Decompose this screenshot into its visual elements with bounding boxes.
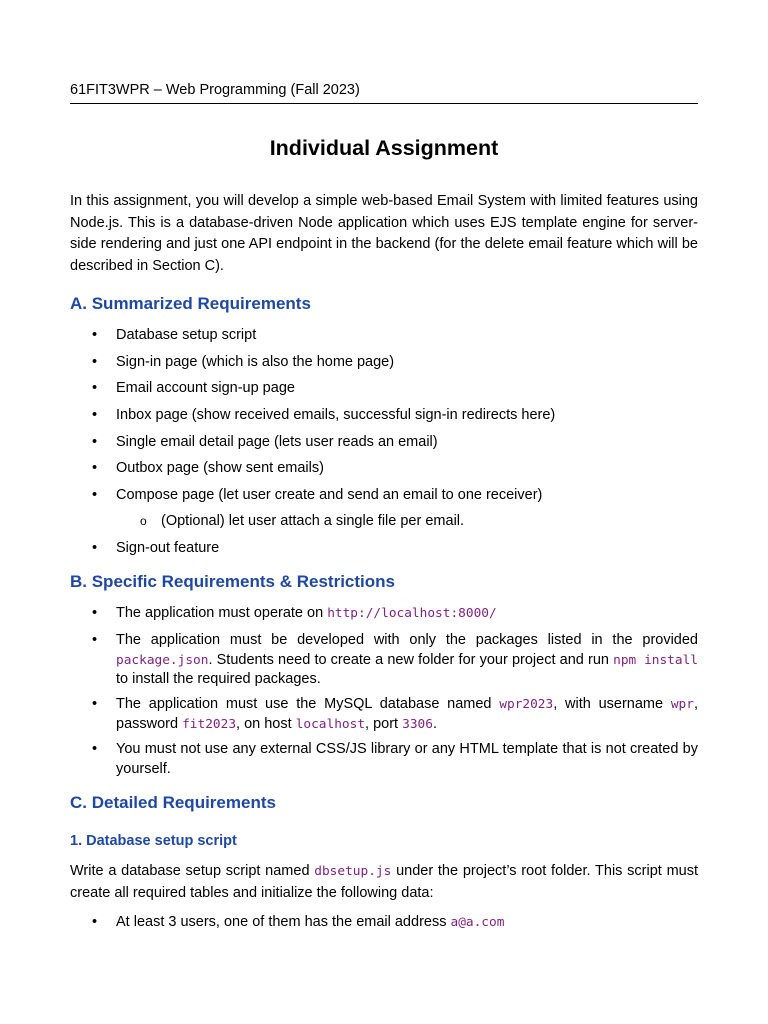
list-item-text: The application must use the MySQL database named wpr2023, with username wpr, password fit2023, on host localhost, port 3306.: [116, 696, 698, 732]
inline-code: wpr2023: [499, 697, 554, 712]
section-a-heading: A. Summarized Requirements: [70, 294, 311, 313]
subsection-heading: 1. Database setup script: [70, 833, 237, 849]
list-item-text: Email account sign-up page: [116, 380, 295, 396]
list-item-text: You must not use any external CSS/JS library or any HTML template that is not created by yourself.: [116, 741, 698, 777]
bullet-icon: •: [92, 460, 98, 476]
section-b-heading: B. Specific Requirements & Restrictions: [70, 572, 395, 591]
sub-list-item-text: (Optional) let user attach a single file per email.: [161, 513, 465, 529]
bullet-icon: •: [92, 741, 98, 757]
inline-code: npm install: [613, 652, 698, 668]
page-title: Individual Assignment: [269, 136, 499, 160]
bullet-icon: •: [92, 486, 98, 503]
inline-code: fit2023: [182, 716, 237, 732]
list-item-text: At least 3 users, one of them has the email address a@a.com: [116, 914, 505, 930]
inline-code: package.json: [116, 652, 209, 668]
section-c-paragraph: Write a database setup script named dbsetup.js under the project’s root folder. This script must create all required tables and initialize the following data:: [70, 863, 698, 901]
list-item-text: Single email detail page (lets user reads an email): [116, 433, 438, 450]
bullet-icon: •: [92, 433, 98, 450]
list-item-text: Sign-in page (which is also the home page): [116, 353, 395, 370]
inline-code: http://localhost:8000/: [327, 606, 497, 621]
section-c-heading: C. Detailed Requirements: [70, 793, 276, 812]
inline-code: 3306: [402, 716, 433, 732]
bullet-icon: •: [92, 327, 98, 343]
bullet-icon: •: [92, 380, 98, 396]
list-item-text: Outbox page (show sent emails): [116, 460, 324, 476]
bullet-icon: •: [92, 407, 98, 423]
circle-bullet-icon: o: [140, 514, 147, 528]
page-header: 61FIT3WPR – Web Programming (Fall 2023): [70, 80, 698, 104]
bullet-icon: •: [92, 632, 98, 648]
list-item-text: Compose page (let user create and send an email to one receiver): [116, 486, 543, 503]
bullet-icon: •: [92, 696, 98, 712]
inline-code: localhost: [295, 716, 366, 732]
list-item-text: The application must operate on http://localhost:8000/: [116, 605, 497, 621]
list-item-text: Database setup script: [116, 327, 257, 343]
bullet-icon: •: [92, 539, 98, 556]
bullet-icon: •: [92, 914, 98, 930]
inline-code: wpr: [670, 697, 694, 712]
bullet-icon: •: [92, 353, 98, 370]
list-item-text: The application must be developed with only the packages listed in the provided package.json. Students need to create a new folder for your project and run npm install to install the required packages.: [116, 632, 698, 687]
list-item-text: Sign-out feature: [116, 539, 220, 556]
intro-paragraph: In this assignment, you will develop a simple web-based Email System with limited features using Node.js. This is a database-driven Node application which uses EJS template engine for server-side rendering and just one API endpoint in the backend (for the delete email feature which will be described in Section C).: [70, 193, 698, 274]
inline-code: dbsetup.js: [314, 864, 392, 879]
inline-code: a@a.com: [450, 915, 505, 930]
list-item-text: Inbox page (show received emails, successful sign-in redirects here): [116, 407, 556, 423]
bullet-icon: •: [92, 605, 98, 621]
